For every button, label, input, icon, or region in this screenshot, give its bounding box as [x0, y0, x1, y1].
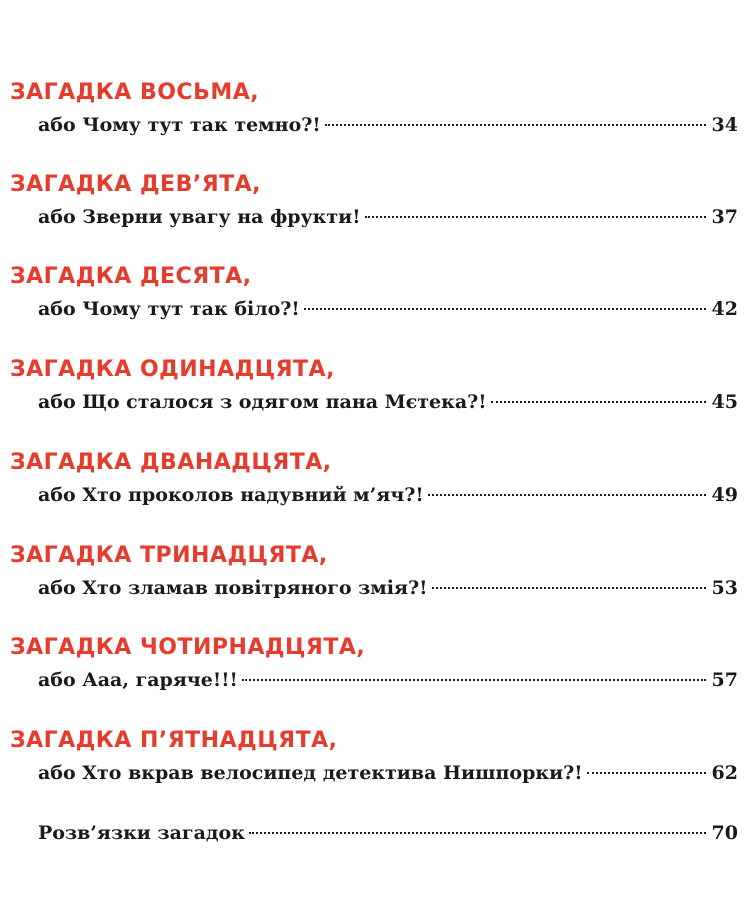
chapter-title: або Ааа, гаряче!!!	[38, 669, 238, 691]
dot-leader	[432, 587, 706, 589]
page-number: 34	[711, 114, 738, 136]
chapter-line	[38, 575, 738, 601]
dot-leader	[249, 832, 706, 834]
chapter-heading: ЗАГАДКА ОДИНАДЦЯТА,	[10, 357, 335, 382]
chapter-title: або Що сталося з одягом пана Мєтека?!	[38, 391, 487, 413]
page-number: 45	[711, 391, 738, 413]
answers-title: Розв’язки загадок	[38, 822, 245, 844]
dot-leader	[428, 494, 706, 496]
dot-leader	[304, 308, 706, 310]
chapter-heading: ЗАГАДКА ДЕВ’ЯТА,	[10, 172, 262, 197]
page-number: 70	[711, 822, 738, 844]
chapter-title: або Чому тут так темно?!	[38, 114, 321, 136]
dot-leader	[491, 401, 706, 403]
page-number: 62	[711, 762, 738, 784]
chapter-heading: ЗАГАДКА ДВАНАДЦЯТА,	[10, 450, 332, 475]
chapter-line	[38, 667, 738, 693]
dot-leader	[242, 679, 706, 681]
chapter-line	[38, 389, 738, 415]
page-number: 37	[711, 206, 738, 228]
chapter-line	[38, 482, 738, 508]
chapter-heading: ЗАГАДКА ДЕСЯТА,	[10, 264, 252, 289]
dot-leader	[587, 772, 706, 774]
chapter-heading: ЗАГАДКА ТРИНАДЦЯТА,	[10, 543, 328, 568]
page-number: 53	[711, 577, 738, 599]
chapter-line	[38, 296, 738, 322]
page-number: 57	[711, 669, 738, 691]
page-number: 49	[711, 484, 738, 506]
chapter-line	[38, 112, 738, 138]
chapter-title: або Хто проколов надувний м’яч?!	[38, 484, 424, 506]
answers-line	[38, 820, 738, 846]
chapter-heading: ЗАГАДКА ВОСЬМА,	[10, 80, 260, 105]
chapter-title: або Хто зламав повітряного змія?!	[38, 577, 428, 599]
chapter-title: або Зверни увагу на фрукти!	[38, 206, 361, 228]
chapter-line	[38, 760, 738, 786]
dot-leader	[325, 124, 706, 126]
page-number: 42	[711, 298, 738, 320]
chapter-heading: ЗАГАДКА ЧОТИРНАДЦЯТА,	[10, 635, 366, 660]
chapter-line	[38, 204, 738, 230]
chapter-title: або Чому тут так біло?!	[38, 298, 300, 320]
dot-leader	[365, 216, 706, 218]
chapter-title: або Хто вкрав велосипед детектива Нишпорки?!	[38, 762, 583, 784]
chapter-heading: ЗАГАДКА П’ЯТНАДЦЯТА,	[10, 728, 338, 753]
